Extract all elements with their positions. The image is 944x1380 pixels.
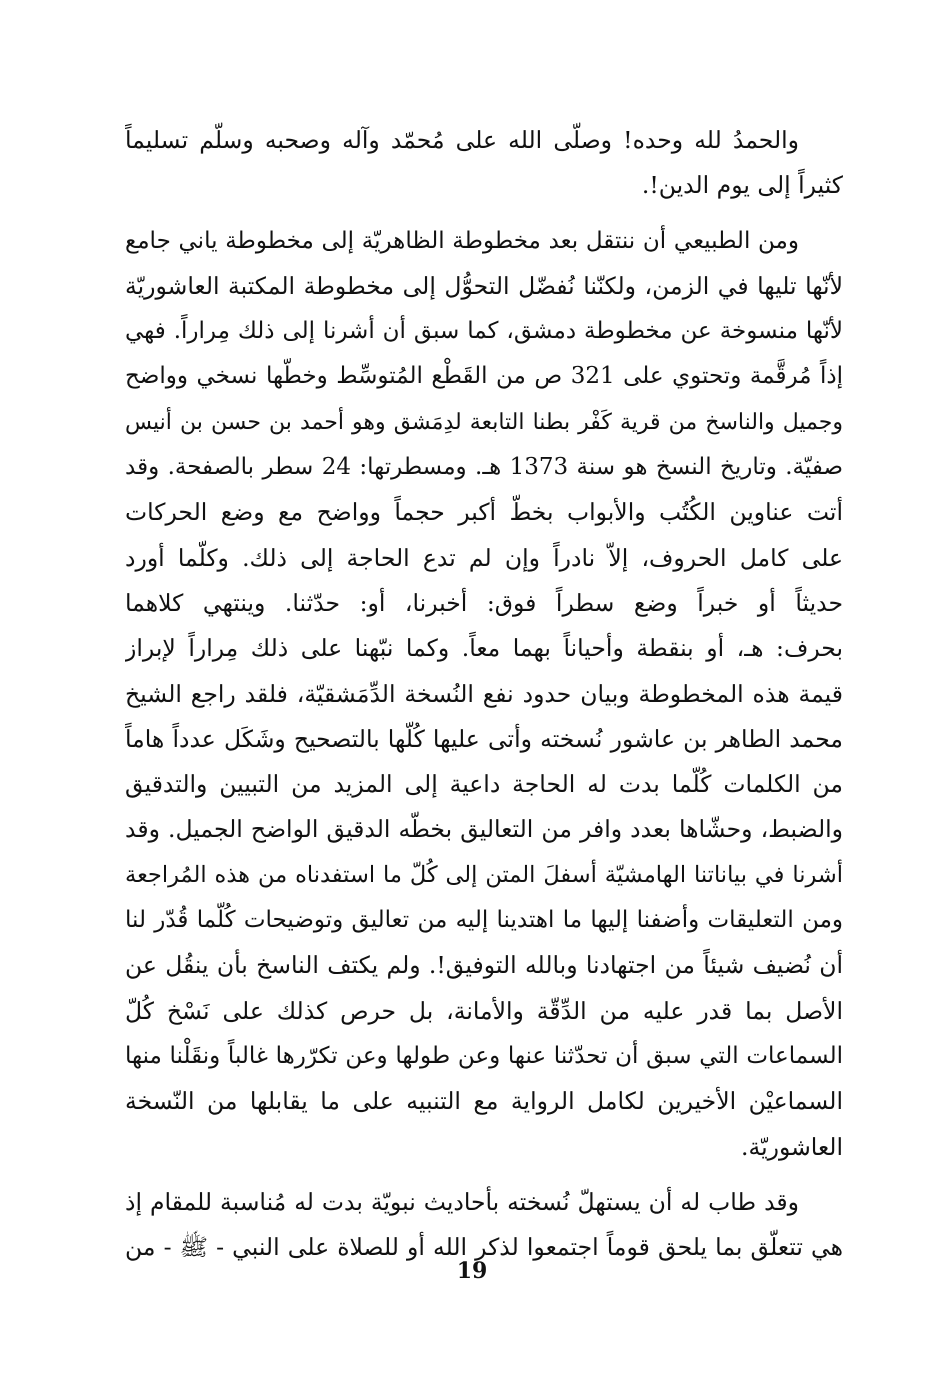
paragraph-gap xyxy=(125,209,843,219)
paragraph-gap xyxy=(125,1170,843,1180)
paragraph-2-line-21: العاشوريّة. xyxy=(741,1132,843,1161)
paragraph-2-line-9: حديثاً أو خبراً وضع سطراً فوق: أخبرنا، أو: حدّثنا. وينتهي كلاهما xyxy=(125,588,843,617)
paragraph-2-line-18: الأصل بما قدر عليه من الدِّقّة والأمانة، بل حرص كذلك على نَسْخ كُلّ xyxy=(125,996,843,1025)
paragraph-2-line-20: السماعيْن الأخيرين لكامل الرواية مع التنبيه على ما يقابلها من النّسخة xyxy=(125,1087,843,1116)
paragraph-2-line-5: وجميل والناسخ من قرية كَفْر بطنا التابعة لدِمَشق وهو أحمد بن حسن بن أنيس xyxy=(125,409,843,435)
page-number: 19 xyxy=(456,1258,488,1284)
paragraph-2-line-15: أشرنا في بياناتنا الهامشيّة أسفلَ المتن إلى كُلّ ما استفدناه من هذه المُراجعة xyxy=(125,861,843,888)
paragraph-2-line-17: أن نُضيف شيئاً من اجتهادنا وبالله التوفيق!. ولم يكتف الناسخ بأن ينقُل عن xyxy=(125,951,843,980)
paragraph-2-line-10: بحرف: هـ، أو بنقطة وأحياناً بهما معاً. وكما نبّهنا على ذلك مِراراً لإبراز xyxy=(125,634,843,663)
paragraph-2-line-8: على كامل الحروف، إلاّ نادراً وإن لم تدع الحاجة إلى ذلك. وكلّما أورد xyxy=(125,543,843,572)
paragraph-2-line-12: محمد الطاهر بن عاشور نُسخته وأتى عليها كُلّها بالتصحيح وشَكَل عدداً هاماً xyxy=(125,724,843,753)
paragraph-2-line-19: السماعات التي سبق أن تحدّثنا عنها وعن طولها وعن تكرّرها غالباً ونقَلْنا منها xyxy=(125,1042,843,1069)
paragraph-2-line-4: إذاً مُرقَّمة وتحتوي على 321 ص من القَطْع المُتوسِّط وخطّها نسخي وواضح xyxy=(125,363,843,390)
paragraph-2-line-11: قيمة هذه المخطوطة وبيان حدود نفع النُسخة الدِّمَشقيّة، فلقد راجع الشيخ xyxy=(125,679,843,708)
paragraph-3-line-1: وقد طاب له أن يستهلّ نُسخته بأحاديث نبويّة بدت له مُناسبة للمقام إذ xyxy=(125,1187,799,1216)
paragraph-2-line-7: أتت عناوين الكُتُب والأبواب بخطّ أكبر حجماً وواضح مع وضع الحركات xyxy=(125,498,843,527)
paragraph-2-line-14: والضبط، وحشّاها بعدد وافر من التعاليق بخطّه الدقيق الواضح الجميل. وقد xyxy=(125,815,843,844)
paragraph-1-line-1: والحمدُ لله وحده! وصلّى الله على مُحمّد وآله وصحبه وسلّم تسليماً xyxy=(125,126,799,154)
paragraph-2-line-13: من الكلمات كُلّما بدت له الحاجة داعية إلى المزيد من التبيين والتدقيق xyxy=(125,770,843,799)
paragraph-2-line-3: لأنّها منسوخة عن مخطوطة دمشق، كما سبق أن أشرنا إلى ذلك مِراراً. فهي xyxy=(125,318,843,345)
paragraph-2-line-2: لأنّها تليها في الزمن، ولكنّنا نُفضّل التحوُّل إلى مخطوطة المكتبة العاشوريّة xyxy=(125,271,843,300)
paragraph-2-line-1: ومن الطبيعي أن ننتقل بعد مخطوطة الظاهريّة إلى مخطوطة ياني جامع xyxy=(125,227,799,254)
paragraph-1-line-2: كثيراً إلى يوم الدين!. xyxy=(641,171,843,200)
body-text xyxy=(125,118,843,1270)
paragraph-2-line-16: ومن التعليقات وأضفنا إليها ما اهتدينا إليه من تعاليق وتوضيحات كُلّما قُدّر لنا xyxy=(125,907,843,934)
paragraph-2-line-6: صفيّة. وتاريخ النسخ هو سنة 1373 هـ. ومسطرتها: 24 سطر بالصفحة. وقد xyxy=(125,454,843,481)
paragraph-3-line-2: هي تتعلّق بما يلحق قوماً اجتمعوا لذكر الله أو للصلاة على النبي - ﷺ - من xyxy=(125,1233,843,1262)
